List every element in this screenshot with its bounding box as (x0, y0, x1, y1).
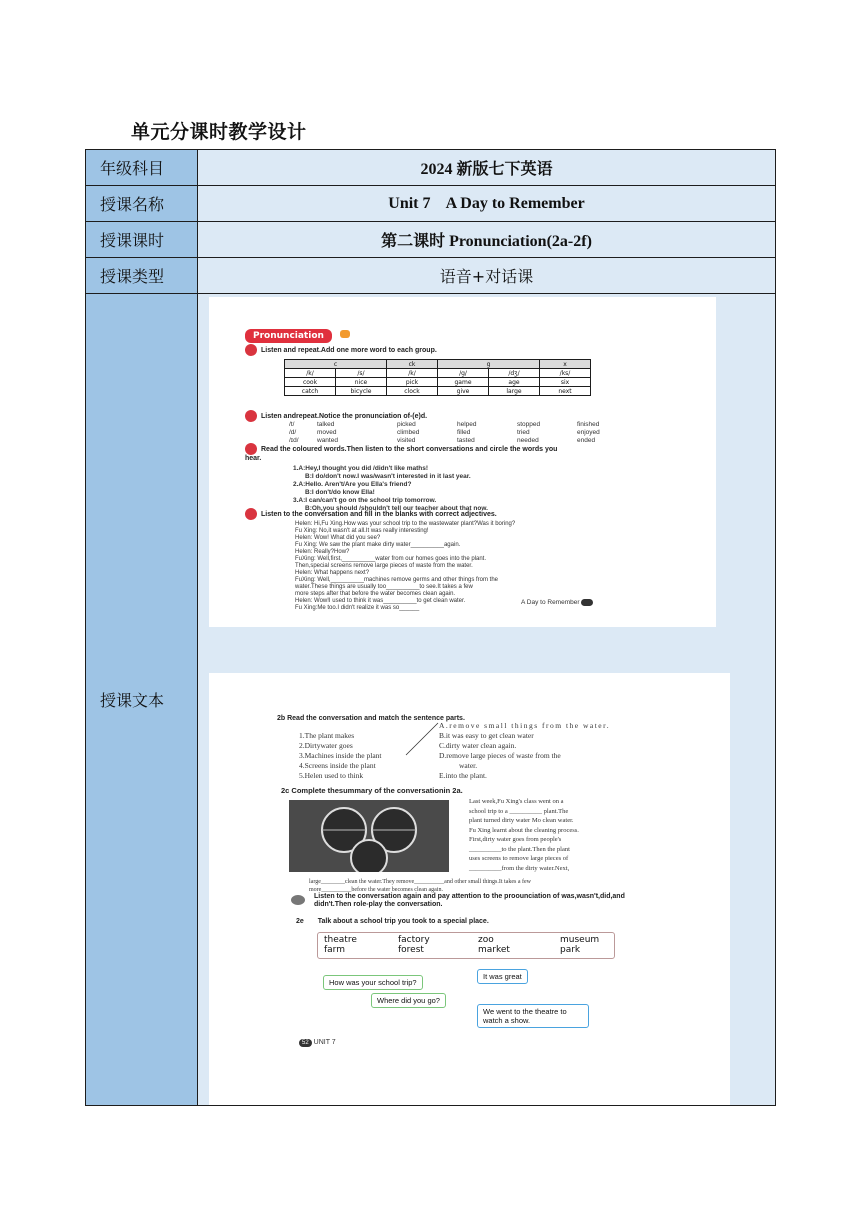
table-cell: cook (285, 378, 336, 387)
exercise-2b-instruction: Listen andrepeat.Notice the pronunciation of-(e)d. (261, 412, 428, 420)
row-label-lesson-text: 授课文本 (86, 294, 198, 1106)
table-cell: catch (285, 387, 336, 396)
exercise-2d-instruction: Listen to the conversation and fill in the blanks with correct adjectives. (261, 510, 497, 518)
list-item: Fu Xing:Me too.I didn't realize it was so______ (295, 605, 420, 611)
list-item: Then,special screens remove large pieces of waste from the water. (295, 563, 473, 569)
list-item: B:I don't/do know Ella! (305, 489, 375, 496)
list-item: 3.A:I can/can't go on the school trip tomorrow. (293, 497, 437, 504)
page-number-icon (581, 599, 593, 606)
row-label-grade-subject: 年级科目 (86, 150, 198, 186)
table-cell: c (285, 360, 387, 369)
table-cell: /g/ (438, 369, 489, 378)
exercise-marker-icon (245, 410, 257, 422)
list-item: B.it was easy to get clean water (439, 731, 534, 740)
short-conversations (293, 465, 488, 513)
speech-bubble-answer-2: We went to the theatre to watch a show. (477, 1004, 589, 1028)
places-col-4: museum park (560, 935, 600, 955)
plant-tanks-image (289, 800, 449, 872)
table-row (86, 258, 776, 294)
table-cell: /dʒ/ (489, 369, 540, 378)
exercise-marker-icon (245, 508, 257, 520)
unit-label: UNIT 7 (313, 1039, 336, 1046)
table-row (86, 150, 776, 186)
exercise-2f-label: 2e (296, 918, 304, 925)
table-cell: large (489, 387, 540, 396)
ed-pronunciation-list (289, 421, 600, 445)
table-cell: nice (336, 378, 387, 387)
table-cell: /s/ (336, 369, 387, 378)
exercise-marker-icon (245, 344, 257, 356)
list-item: school trip to a __________ plant.The (469, 807, 569, 815)
list-item: Helen: Hi,Fu Xing.How was your school trip to the wastewater plant?Was it boring? (295, 521, 516, 527)
table-cell: game (438, 378, 489, 387)
list-item: /t/ talked picked helped stopped finished (289, 421, 600, 428)
places-col-2: factory forest (398, 935, 430, 955)
list-item: /d/ moved climbed filled tried enjoyed (289, 429, 600, 436)
list-item: __________to the plant.Then the plant (469, 845, 570, 853)
match-right-list (439, 721, 610, 781)
list-item: FuXing: Well,first,__________water from our homes goes into the plant. (295, 556, 486, 562)
table-cell: six (540, 378, 591, 387)
table-cell: give (438, 387, 489, 396)
list-item: /ɪd/ wanted visited tasted needed ended (289, 437, 596, 444)
row-value-lesson-type: 语音+对话课 (198, 258, 776, 294)
list-item: B:I do/don't now.I was/wasn't interested in it last year. (305, 473, 471, 480)
speaker-icon (340, 330, 350, 338)
wastewater-plant-photo (289, 800, 449, 872)
table-cell: pick (387, 378, 438, 387)
list-item: Last week,Fu Xing's class went on a (469, 798, 564, 805)
list-item: Helen: Wow! What did you see? (295, 535, 381, 541)
list-item: FuXing: Well,__________machines remove germs and other things from the (295, 577, 499, 583)
list-item: plant turned dirty water Mo clean water. (469, 817, 574, 824)
places-col-1: theatre farm (324, 935, 357, 955)
row-value-grade-subject: 2024 新版七下英语 (198, 150, 776, 186)
speech-bubble-answer-1: It was great (477, 969, 528, 984)
table-cell: next (540, 387, 591, 396)
list-item: 5.Helen used to think (299, 771, 364, 780)
list-item: First,dirty water goes from people's (469, 836, 562, 843)
conversation-dialogue (295, 521, 695, 612)
sound-groups-table (284, 359, 591, 396)
pronunciation-badge: Pronunciation (245, 329, 332, 343)
page-title: 单元分课时教学设计 (131, 121, 307, 143)
list-item: more steps after that before the water becomes clean again. (295, 591, 456, 597)
list-item: C.dirty water clean again. (439, 741, 517, 750)
table-cell: x (540, 360, 591, 369)
list-item: 3.Machines inside the plant (299, 751, 382, 760)
summary-tail (309, 878, 531, 894)
list-item: Helen: Wow!I used to think it was__________to get clean water. (295, 598, 466, 604)
table-cell: ck (387, 360, 438, 369)
table-cell: /k/ (285, 369, 336, 378)
list-item: 4.Screens inside the plant (299, 761, 376, 770)
table-row (86, 294, 776, 1106)
list-item: Helen: What happens next? (295, 570, 370, 576)
table-row (86, 222, 776, 258)
list-item: water.These things are usually too__________to see.It takes a few (295, 584, 473, 590)
list-item: 1.The plant makes (299, 731, 355, 740)
table-row (86, 186, 776, 222)
textbook-page-scan-2 (209, 673, 730, 1105)
speech-bubble-question-2: Where did you go? (371, 993, 446, 1008)
exercise-2c-heading: 2c Complete thesummary of the conversationin 2a. (281, 786, 463, 795)
list-item: B:Oh,you should /shouldn't tell our teacher about that now. (305, 505, 488, 512)
lesson-design-table (85, 149, 776, 1106)
list-item: more__________before the water becomes clean again. (309, 887, 443, 893)
list-item: A.remove small things from the water. (439, 721, 611, 730)
list-item: Fu Xing: No,it wasn't at all.It was really interesting! (295, 528, 429, 534)
list-item: Helen: Really?How? (295, 549, 350, 555)
row-value-lesson-text (198, 294, 776, 1106)
row-value-lesson-name: Unit 7 A Day to Remember (198, 186, 776, 222)
exercise-2e-instruction: Listen to the conversation again and pay attention to the proounciation of was,wasn't,did,and didn't.Then role-play the conversation. (314, 893, 625, 908)
list-item: D.remove large pieces of waste from the (439, 751, 561, 760)
list-item: uses screens to remove large pieces of (469, 855, 569, 862)
row-value-lesson-period: 第二课时 Pronunciation(2a-2f) (198, 222, 776, 258)
match-left-list (299, 731, 381, 781)
exercise-2b-heading: 2b Read the conversation and match the sentence parts. (277, 715, 465, 722)
exercise-2a-instruction: Listen and repeat.Add one more word to each group. (261, 346, 437, 354)
table-cell: g (438, 360, 540, 369)
page-footer: A Day to Remember (521, 599, 580, 607)
row-label-lesson-period: 授课课时 (86, 222, 198, 258)
textbook-page-scan-1 (209, 297, 716, 627)
table-cell: age (489, 378, 540, 387)
listen-icon (291, 895, 305, 905)
list-item: E.into the plant. (439, 771, 487, 780)
list-item: water. (459, 761, 478, 770)
table-cell: bicycle (336, 387, 387, 396)
speech-bubble-question-1: How was your school trip? (323, 975, 423, 990)
exercise-2f-instruction: Talk about a school trip you took to a special place. (317, 918, 489, 925)
row-label-lesson-type: 授课类型 (86, 258, 198, 294)
exercise-2c-instruction: Read the coloured words.Then listen to the short conversations and circle the words you hear. (245, 445, 558, 462)
list-item: Fu Xing learnt about the cleaning process. (469, 826, 579, 834)
places-col-3: zoo market (478, 935, 510, 955)
list-item: Fu Xing: We saw the plant make dirty water__________again. (295, 542, 461, 548)
row-label-lesson-name: 授课名称 (86, 186, 198, 222)
places-word-box (317, 932, 615, 959)
list-item: 2.A:Hello. Aren't/Are you Ella's friend? (293, 481, 412, 488)
table-cell: /ks/ (540, 369, 591, 378)
list-item: large________clean the water.They remove__________and other small things.It takes a few (309, 879, 531, 885)
exercise-marker-icon (245, 443, 257, 455)
list-item: 1.A:Hey,I thought you did /didn't like maths! (293, 465, 429, 472)
list-item: 2.Dirtywater goes (299, 741, 353, 750)
page-number: 52 (299, 1039, 312, 1047)
list-item: __________from the dirty water.Next, (469, 864, 570, 872)
table-cell: clock (387, 387, 438, 396)
match-line (404, 721, 440, 757)
summary-text (469, 797, 579, 873)
table-cell: /k/ (387, 369, 438, 378)
